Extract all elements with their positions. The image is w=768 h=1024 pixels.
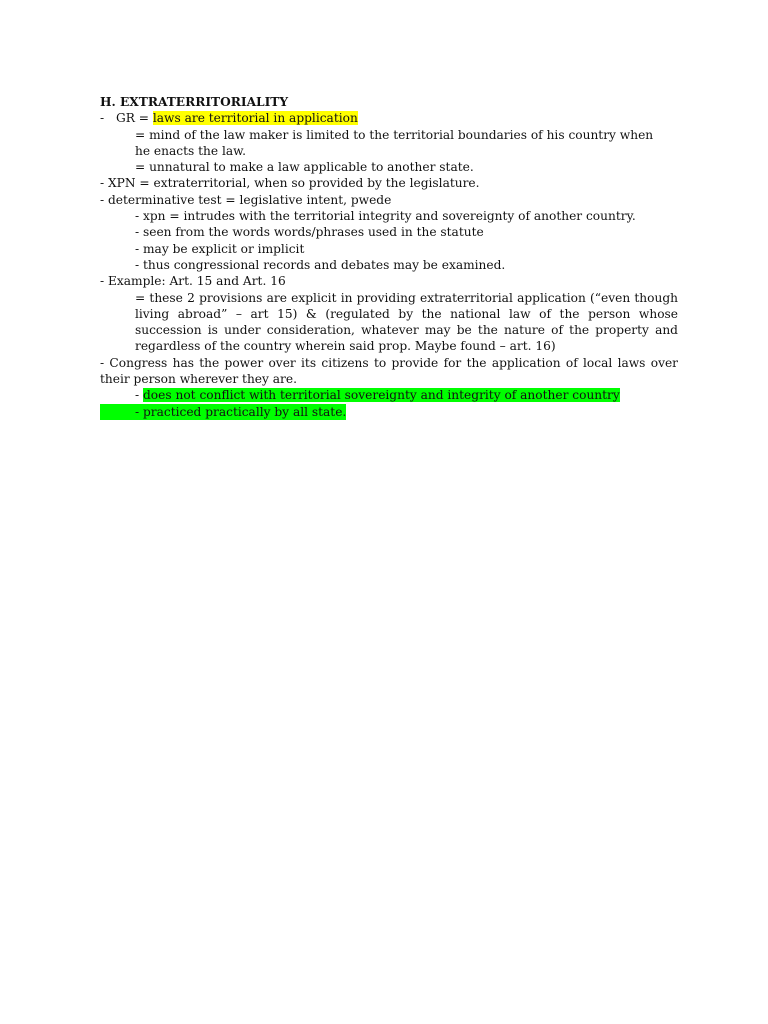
congress-item-1-highlight: does not conflict with territorial sovereignty and integrity of another country [143, 388, 620, 403]
gr-rule-line [100, 110, 678, 126]
gr-sub2: = unnatural to make a law applicable to another state. [135, 160, 474, 175]
xpn-line: - XPN = extraterritorial, when so provided by the legislature. [100, 176, 480, 191]
gr-label: GR = [116, 111, 153, 126]
gr-sub1-line1: = mind of the law maker is limited to the territorial boundaries of his country when [135, 127, 654, 142]
document-page [100, 94, 678, 420]
gr-highlight: laws are territorial in application [152, 111, 358, 126]
section-heading: H. EXTRATERRITORIALITY [100, 95, 289, 109]
example-body: = these 2 provisions are explicit in providing extraterritorial application (“even though living abroad” – art 15) & (regulated by the national law of the person whose succession is under consideration, whatever may be the nature of the property and regardless of the country wherein said prop. Maybe found – art. 16) [135, 290, 678, 354]
congress-item-1-dash: - [135, 388, 143, 403]
gr-sub1-line2: he enacts the law. [135, 143, 246, 158]
determinative-item: - xpn = intrudes with the territorial integrity and sovereignty of another country. [135, 209, 636, 224]
congress-item-2 [100, 404, 678, 420]
determinative-item: - thus congressional records and debates may be examined. [135, 257, 506, 272]
congress-item-1 [100, 387, 678, 403]
determinative-test-line: - determinative test = legislative intent, pwede [100, 192, 392, 207]
determinative-item: - seen from the words words/phrases used in the statute [135, 225, 484, 240]
congress-item-2-highlight: - practiced practically by all state. [100, 404, 346, 420]
gr-dash: - [100, 111, 105, 126]
example-line: - Example: Art. 15 and Art. 16 [100, 274, 286, 289]
determinative-item: - may be explicit or implicit [135, 241, 305, 256]
congress-paragraph: - Congress has the power over its citizens to provide for the application of local laws over their person wherever they are. [100, 355, 678, 387]
